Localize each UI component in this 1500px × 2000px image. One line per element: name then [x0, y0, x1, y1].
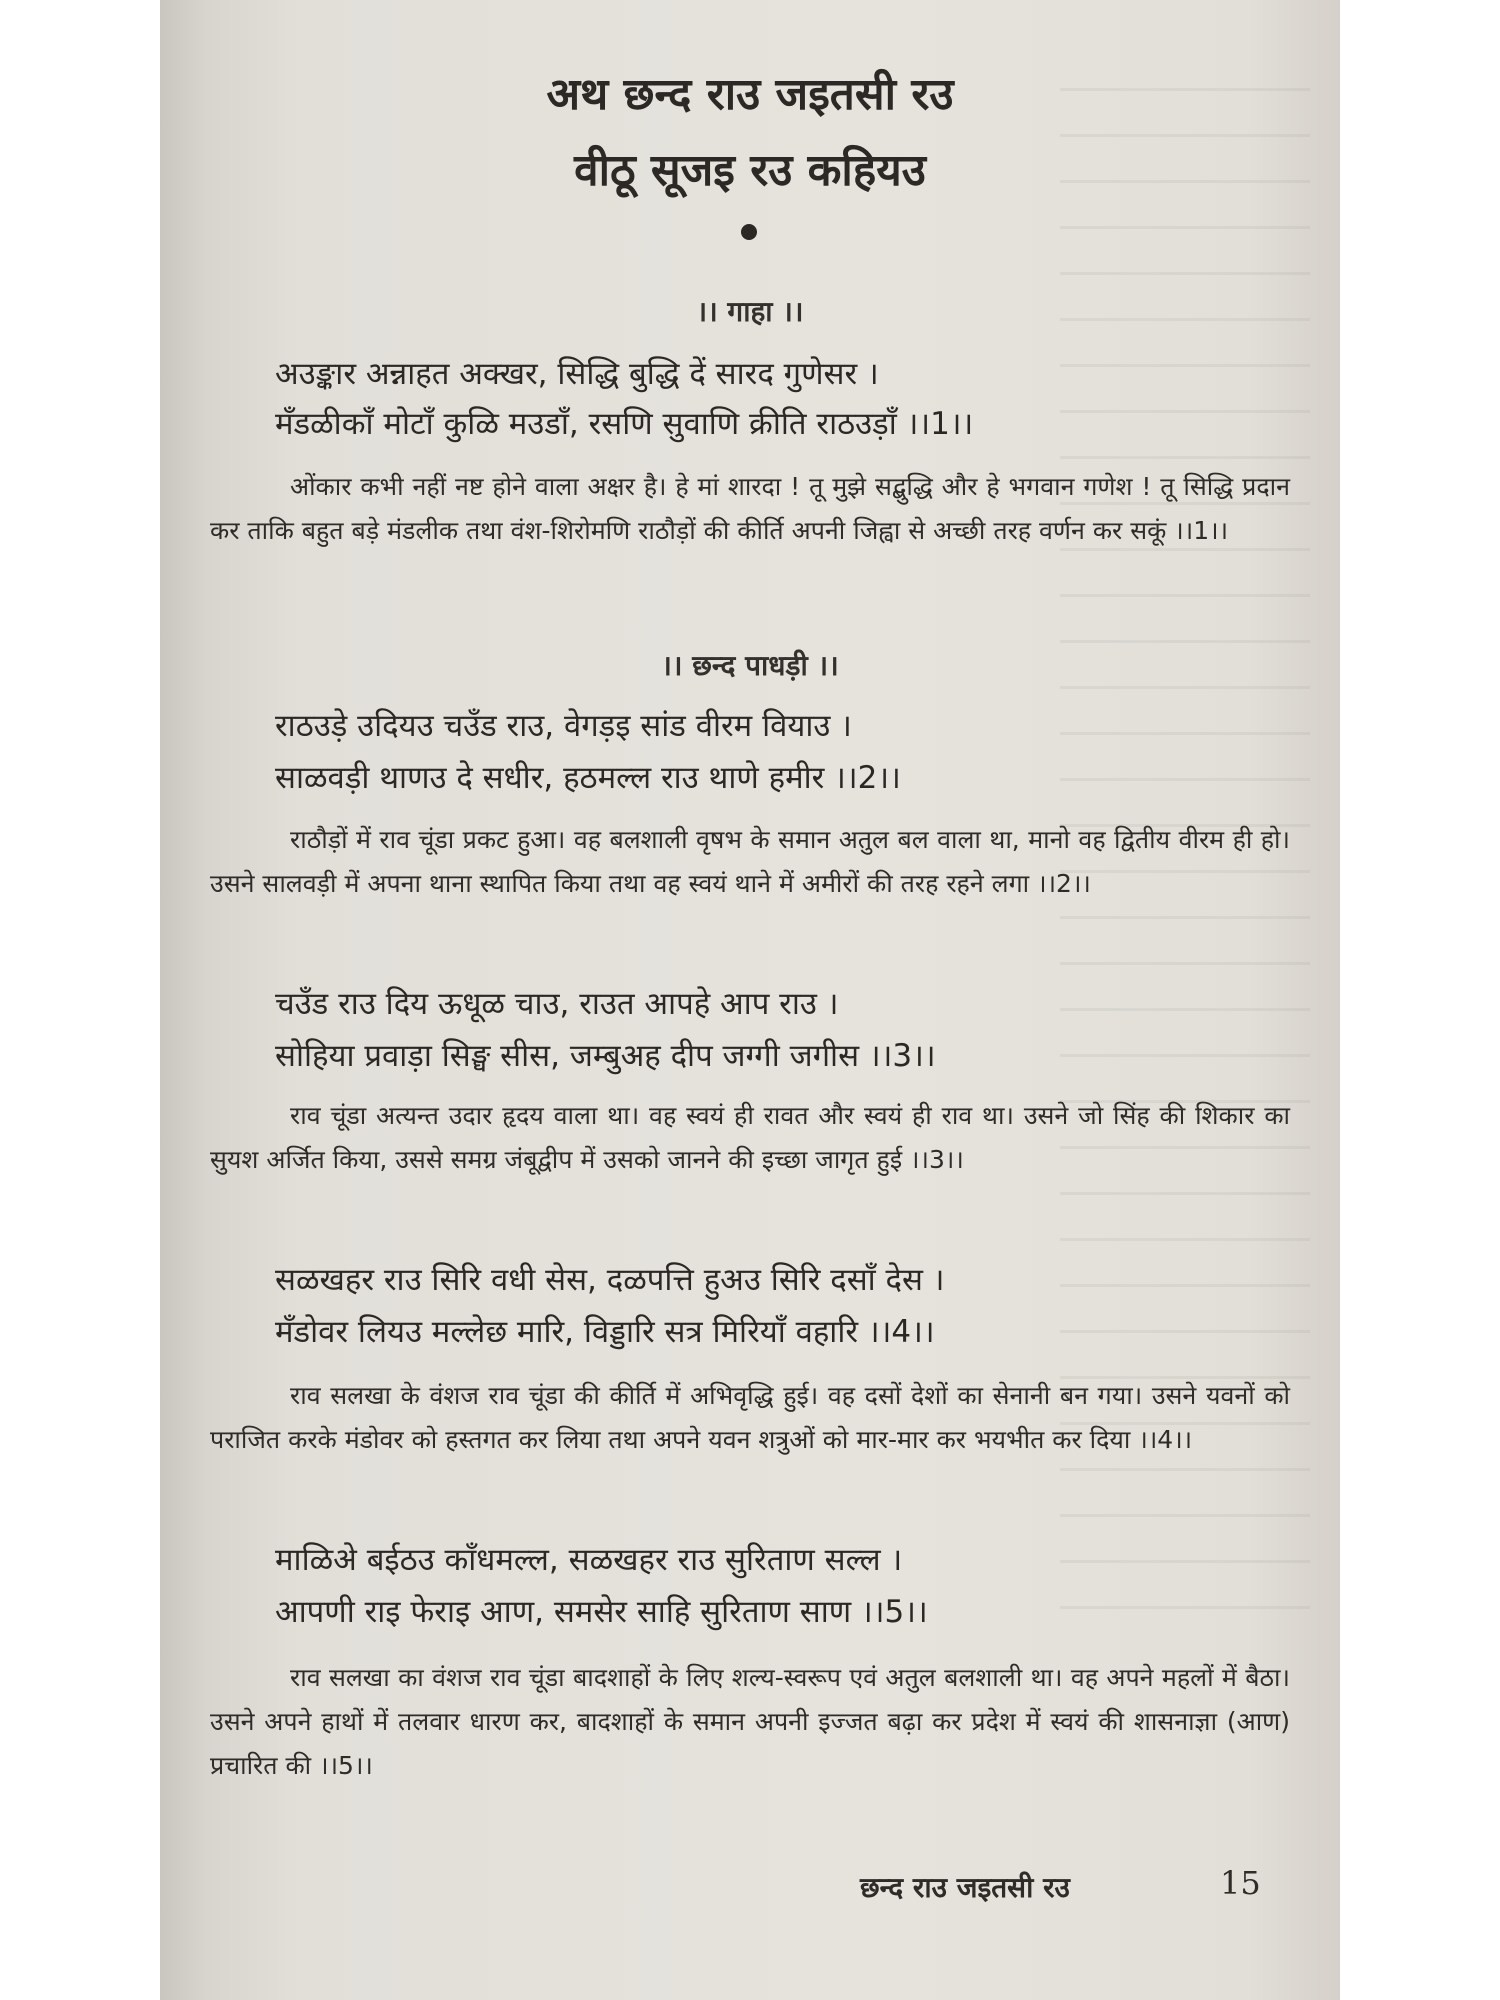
section-heading-chhand-padhadi: ।। छन्द पाधड़ी ।।	[661, 649, 839, 682]
page-title-line-1: अथ छन्द राउ जइतसी रउ	[546, 69, 954, 120]
verse-line: सळखहर राउ सिरि वधी सेस, दळपत्ति हुअउ सिरि दसाँ देस ।	[275, 1262, 945, 1298]
verse-line: माळिअे बईठउ काँधमल्ल, सळखहर राउ सुरिताण सल्ल ।	[275, 1542, 903, 1578]
verse-line: राठउड़े उदियउ चउँड राउ, वेगड़इ सांड वीरम वियाउ ।	[275, 708, 852, 744]
verse-line: मँडोवर लियउ मल्लेछ मारि, विड्डारि सत्र मिरियाँ वहारि ।।4।।	[275, 1314, 935, 1350]
prose-translation: ओंकार कभी नहीं नष्ट होने वाला अक्षर है। हे मां शारदा ! तू मुझे सद्बुद्धि और हे भगवान गणेश ! तू सिद्धि प्रदान कर ताकि बहुत बड़े मंडलीक तथा वंश-शिरोमणि राठौड़ों की कीर्ति अपनी जिह्वा से अच्छी तरह वर्णन कर सकूं ।।1।।	[210, 472, 1290, 545]
prose-translation: राव चूंडा अत्यन्त उदार हृदय वाला था। वह स्वयं ही रावत और स्वयं ही राव था। उसने जो सिंह की शिकार का सुयश अर्जित किया, उससे समग्र जंबूद्वीप में उसको जानने की इच्छा जागृत हुई ।।3।।	[210, 1101, 1290, 1174]
page-number: 15	[1220, 1864, 1261, 1902]
prose-translation: राव सलखा का वंशज राव चूंडा बादशाहों के लिए शल्य-स्वरूप एवं अतुल बलशाली था। वह अपने महलों में बैठा। उसने अपने हाथों में तलवार धारण कर, बादशाहों के समान अपनी इज्जत बढ़ा कर प्रदेश में स्वयं की शासनाज्ञा (आण) प्रचारित की ।।5।।	[210, 1663, 1290, 1780]
prose-translation: राव सलखा के वंशज राव चूंडा की कीर्ति में अभिवृद्धि हुई। वह दसों देशों का सेनानी बन गया। उसने यवनों को पराजित करके मंडोवर को हस्तगत कर लिया तथा अपने यवन शत्रुओं को मार-मार कर भयभीत कर दिया ।।4।।	[210, 1381, 1290, 1454]
running-footer-title: छन्द राउ जइतसी रउ	[860, 1871, 1070, 1904]
prose-translation: राठौड़ों में राव चूंडा प्रकट हुआ। वह बलशाली वृषभ के समान अतुल बल वाला था, मानो वह द्वितीय वीरम ही हो। उसने सालवड़ी में अपना थाना स्थापित किया तथा वह स्वयं थाने में अमीरों की तरह रहने लगा ।।2।।	[210, 825, 1290, 898]
verse-line: चउँड राउ दिय ऊधूळ चाउ, राउत आपहे आप राउ ।	[275, 986, 839, 1022]
section-heading-gaha: ।। गाहा ।।	[696, 295, 804, 328]
book-page	[160, 0, 1340, 2000]
page-title-line-2: वीठू सूजइ रउ कहियउ	[574, 145, 926, 196]
title-bullet-ornament	[741, 224, 757, 240]
verse-line: सोहिया प्रवाड़ा सिङ्घ सीस, जम्बुअह दीप जग्गी जगीस ।।3।।	[275, 1038, 936, 1074]
verse-line: साळवड़ी थाणउ दे सधीर, हठमल्ल राउ थाणे हमीर ।।2।।	[275, 760, 901, 796]
verse-line: अउङ्कार अन्नाहत अक्खर, सिद्धि बुद्धि दें सारद गुणेसर ।	[275, 356, 879, 392]
verse-line: आपणी राइ फेराइ आण, समसेर साहि सुरिताण साण ।।5।।	[275, 1594, 928, 1630]
verse-line: मँडळीकाँ मोटाँ कुळि मउडाँ, रसणि सुवाणि क्रीति राठउड़ाँ ।।1।।	[275, 406, 974, 442]
